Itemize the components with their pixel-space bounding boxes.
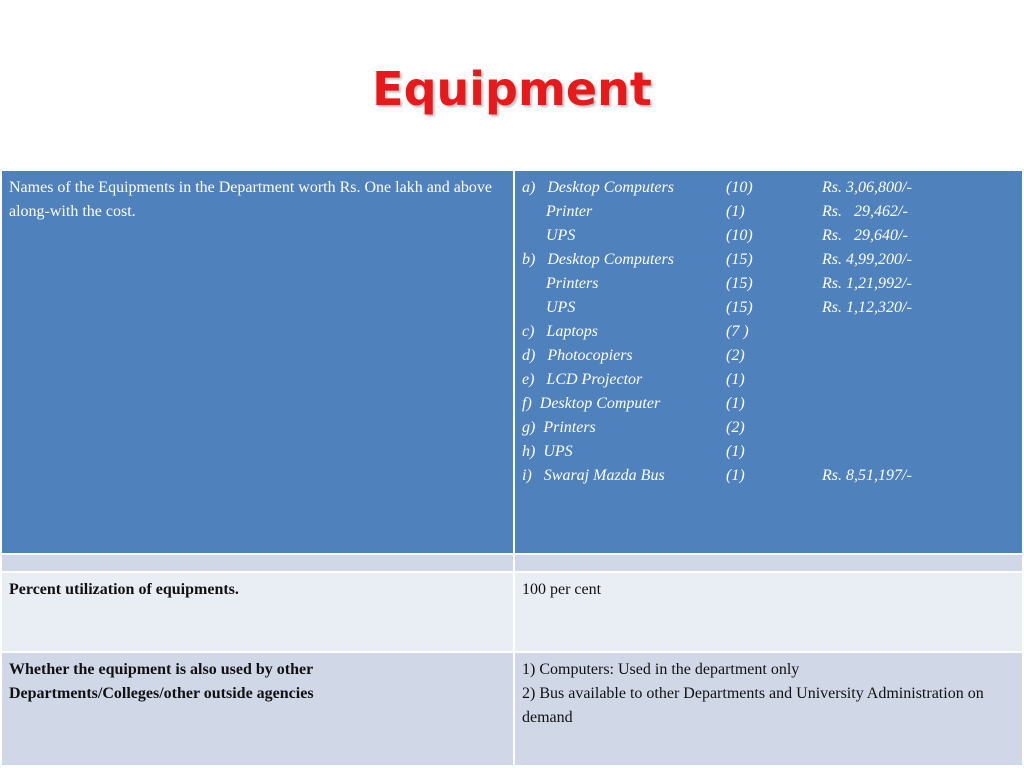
utilization-value: 100 per cent: [522, 581, 602, 598]
equipment-quantity: (10): [726, 179, 753, 196]
utilization-label-cell: [1, 572, 514, 652]
equipment-table: [0, 169, 1024, 767]
equipment-cost: Rs. 3,06,800/-: [822, 179, 912, 196]
slide-title: Equipment: [372, 62, 652, 116]
equipment-name: i) Swaraj Mazda Bus: [522, 467, 665, 484]
equipment-item: [522, 320, 1015, 344]
equipment-cost: Rs. 4,99,200/-: [822, 251, 912, 268]
equipment-item: [522, 344, 1015, 368]
equipment-name: Printers: [522, 275, 599, 292]
equipment-quantity: (1): [726, 395, 745, 412]
equipment-item: [522, 248, 1015, 272]
equipment-item: [522, 416, 1015, 440]
equipment-item: [522, 368, 1015, 392]
equipment-item: [522, 440, 1015, 464]
equipment-item: [522, 176, 1015, 200]
equipment-name: d) Photocopiers: [522, 347, 633, 364]
utilization-value-cell: [514, 572, 1023, 652]
equipment-quantity: (1): [726, 467, 745, 484]
equipment-quantity: (15): [726, 275, 753, 292]
equipment-name: b) Desktop Computers: [522, 251, 674, 268]
equipment-quantity: (2): [726, 347, 745, 364]
shared-use-line: 1) Computers: Used in the department only: [522, 661, 800, 678]
equipment-label-cell: [1, 170, 514, 554]
equipment-item: [522, 392, 1015, 416]
equipment-name: UPS: [522, 227, 576, 244]
spacer-cell-left: [1, 554, 514, 572]
equipment-quantity: (2): [726, 419, 745, 436]
equipment-name: h) UPS: [522, 443, 573, 460]
equipment-name: Printer: [522, 203, 593, 220]
equipment-name: UPS: [522, 299, 576, 316]
shared-use-value-cell: [514, 652, 1023, 766]
equipment-quantity: (7 ): [726, 323, 749, 340]
equipment-name: e) LCD Projector: [522, 371, 643, 388]
equipment-cost: Rs. 1,12,320/-: [822, 299, 912, 316]
equipment-quantity: (1): [726, 443, 745, 460]
equipment-cost: Rs. 8,51,197/-: [822, 467, 912, 484]
shared-use-line: 2) Bus available to other Departments and University Administration on demand: [522, 685, 984, 726]
equipment-item: [522, 272, 1015, 296]
table-row-spacer: [1, 554, 1023, 572]
equipment-item: [522, 224, 1015, 248]
equipment-list: [522, 176, 1015, 488]
equipment-list-cell: [514, 170, 1023, 554]
equipment-quantity: (15): [726, 251, 753, 268]
equipment-label: Names of the Equipments in the Department worth Rs. One lakh and above along-with the cost.: [9, 179, 492, 220]
equipment-quantity: (10): [726, 227, 753, 244]
equipment-cost: Rs. 29,640/-: [822, 227, 908, 244]
equipment-quantity: (1): [726, 371, 745, 388]
spacer-cell-right: [514, 554, 1023, 572]
utilization-label: Percent utilization of equipments.: [9, 581, 239, 598]
equipment-name: f) Desktop Computer: [522, 395, 661, 412]
table-row-shared-use: [1, 652, 1023, 766]
table-row-equipment: [1, 170, 1023, 554]
equipment-item: [522, 200, 1015, 224]
equipment-item: [522, 296, 1015, 320]
equipment-cost: Rs. 1,21,992/-: [822, 275, 912, 292]
shared-use-label-cell: [1, 652, 514, 766]
equipment-quantity: (1): [726, 203, 745, 220]
equipment-name: a) Desktop Computers: [522, 179, 674, 196]
shared-use-label: Whether the equipment is also used by other Departments/Colleges/other outside agencies: [9, 661, 314, 702]
equipment-cost: Rs. 29,462/-: [822, 203, 908, 220]
table-row-utilization: [1, 572, 1023, 652]
equipment-name: c) Laptops: [522, 323, 598, 340]
equipment-name: g) Printers: [522, 419, 596, 436]
equipment-item: [522, 464, 1015, 488]
equipment-quantity: (15): [726, 299, 753, 316]
